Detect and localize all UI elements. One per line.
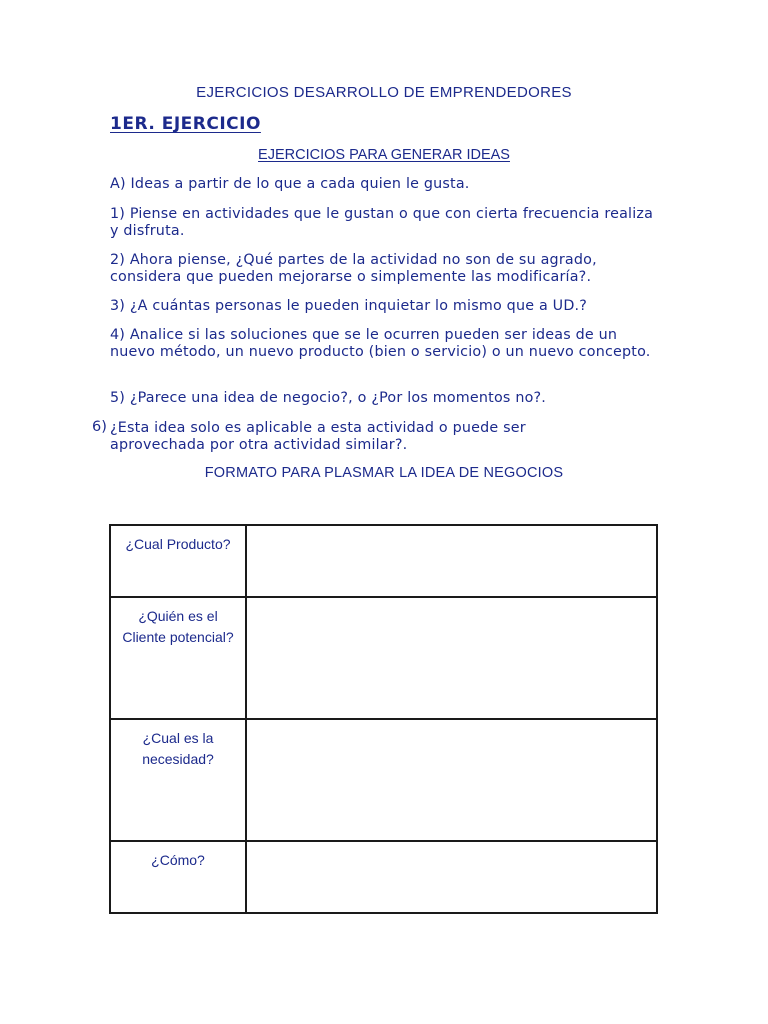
paragraph-2: 2) Ahora piense, ¿Qué partes de la actividad no son de su agrado, considera que pueden mejorarse o simplemente las modificaría?. <box>110 252 597 285</box>
business-idea-table <box>109 524 658 914</box>
item-6-text: ¿Esta idea solo es aplicable a esta actividad o puede ser aprovechada por otra actividad similar?. <box>110 420 526 453</box>
paragraph-a: A) Ideas a partir de lo que a cada quien le gusta. <box>110 176 470 192</box>
paragraph-1: 1) Piense en actividades que le gustan o que con cierta frecuencia realiza y disfruta. <box>110 206 654 239</box>
table-row <box>110 719 657 841</box>
table-row <box>110 597 657 719</box>
answer-cell-client[interactable] <box>246 597 657 719</box>
item-6-number: 6) <box>92 419 107 435</box>
paragraph-4: 4) Analice si las soluciones que se le ocurren pueden ser ideas de un nuevo método, un nuevo producto (bien o servicio) o un nuevo concepto. <box>110 327 651 360</box>
table-row <box>110 841 657 913</box>
section-subtitle: EJERCICIOS PARA GENERAR IDEAS <box>258 147 510 163</box>
answer-cell-need[interactable] <box>246 719 657 841</box>
paragraph-3: 3) ¿A cuántas personas le pueden inquietar lo mismo que a UD.? <box>110 298 588 314</box>
exercise-heading: 1ER. EJERCICIO <box>110 114 261 134</box>
row-label-need: ¿Cual es la necesidad? <box>110 719 246 841</box>
row-label-product: ¿Cual Producto? <box>110 525 246 597</box>
row-label-how: ¿Cómo? <box>110 841 246 913</box>
paragraph-5: 5) ¿Parece una idea de negocio?, o ¿Por los momentos no?. <box>110 390 547 406</box>
table-row <box>110 525 657 597</box>
row-label-client: ¿Quién es el Cliente potencial? <box>110 597 246 719</box>
answer-cell-product[interactable] <box>246 525 657 597</box>
answer-cell-how[interactable] <box>246 841 657 913</box>
document-title: EJERCICIOS DESARROLLO DE EMPRENDEDORES <box>196 84 572 101</box>
format-title: FORMATO PARA PLASMAR LA IDEA DE NEGOCIOS <box>204 465 564 481</box>
